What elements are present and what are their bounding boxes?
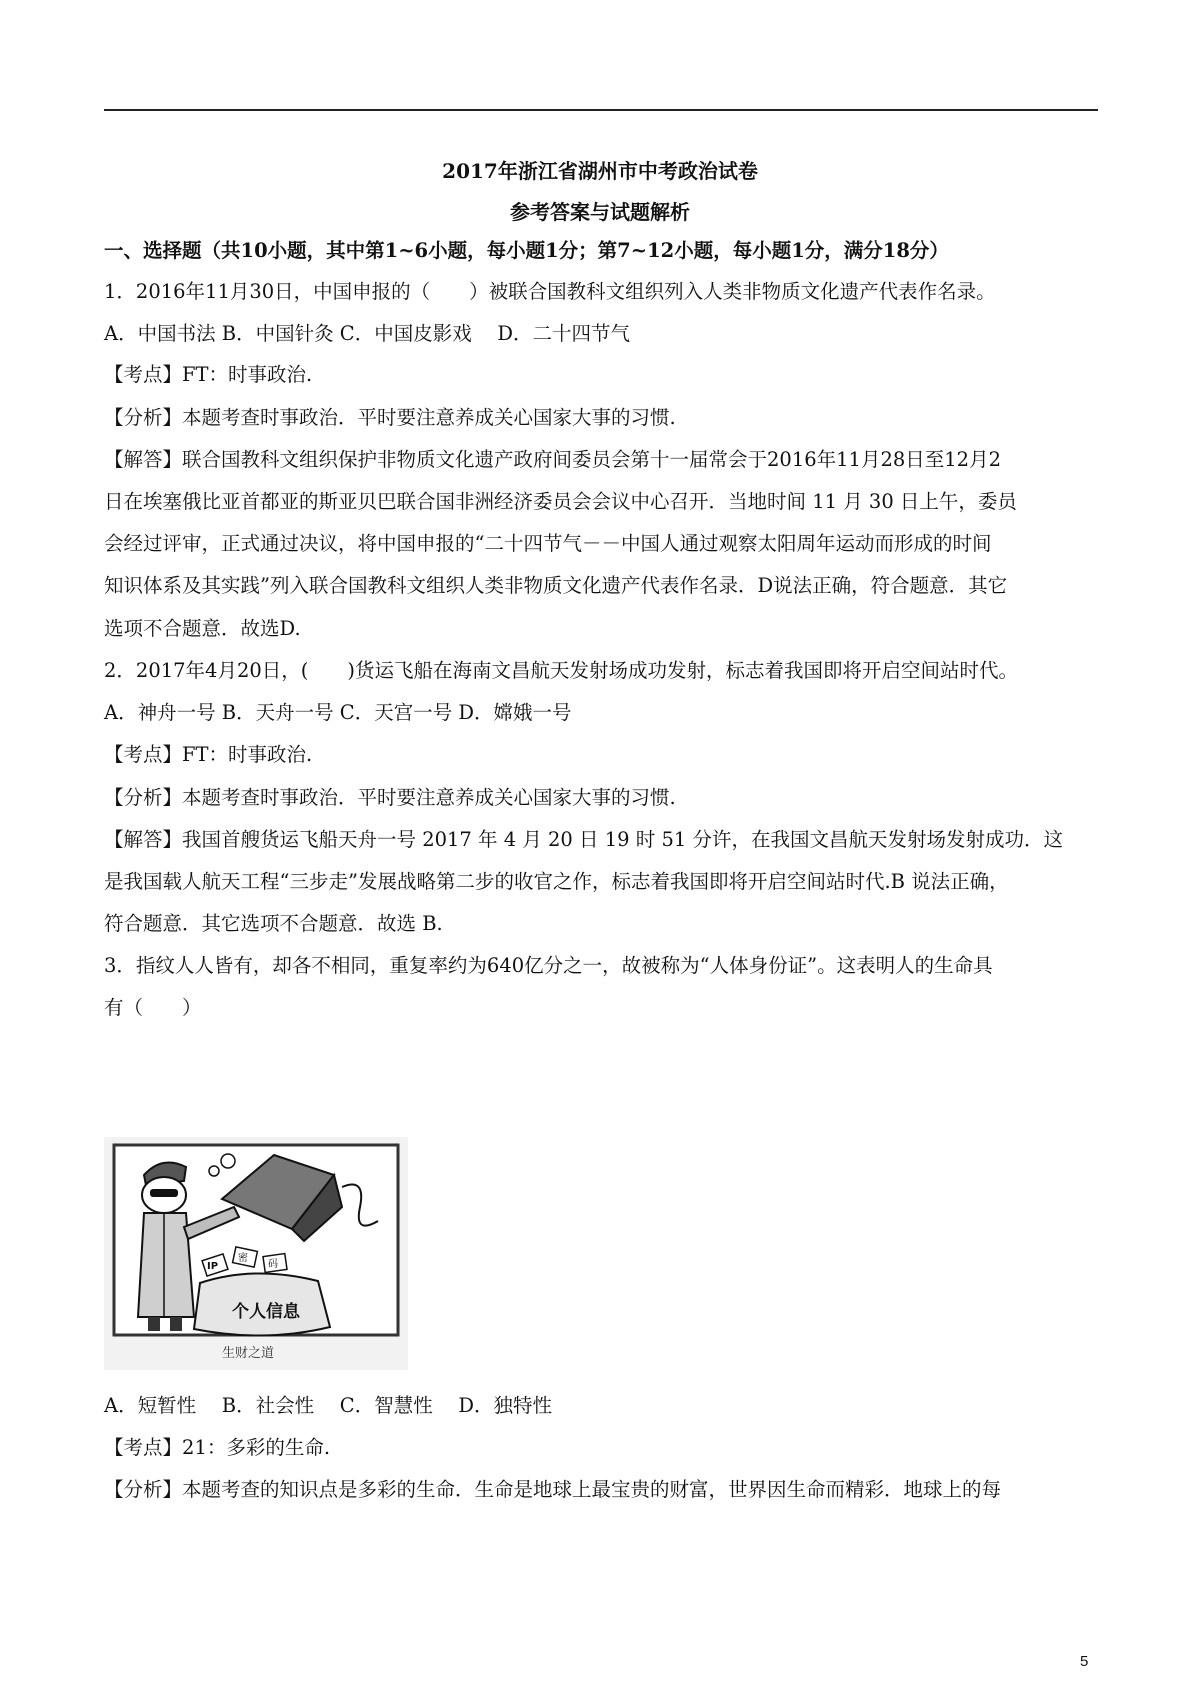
q3-options: A．短暂性 B．社会性 C．智慧性 D．独特性 [104, 1394, 553, 1417]
q3-stem-line: 有（ ） [104, 996, 202, 1019]
card-label: 密 [238, 1253, 248, 1264]
q1-jieda-line: 会经过评审，正式通过决议，将中国申报的“二十四节气－－中国人通过观察太阳周年运动而形成的时间 [104, 532, 992, 555]
q3-kaodian: 【考点】21：多彩的生命. [104, 1436, 331, 1459]
q1-options: A．中国书法 B．中国针灸 C．中国皮影戏 D．二十四节气 [104, 322, 631, 345]
q2-stem: 2．2017年4月20日，( )货运飞船在海南文昌航天发射场成功发射，标志着我国即将开启空间站时代。 [104, 659, 1018, 682]
document-subtitle: 参考答案与试题解析 [510, 200, 690, 224]
q2-kaodian: 【考点】FT：时事政治. [104, 743, 313, 766]
header-rule [104, 109, 1098, 111]
q2-jieda-line: 符合题意．其它选项不合题意．故选 B. [104, 912, 443, 935]
bag-label: 个人信息 [232, 1302, 300, 1322]
illustration-caption: 生财之道 [222, 1346, 275, 1361]
card-label: 码 [268, 1259, 278, 1270]
q2-jieda-line: 是我国载人航天工程“三步走”发展战略第二步的收官之作，标志着我国即将开启空间站时代.B 说法正确， [104, 870, 1009, 893]
card-label: IP [207, 1261, 219, 1272]
q3-fenxi: 【分析】本题考查的知识点是多彩的生命．生命是地球上最宝贵的财富，世界因生命而精彩．地球上的每 [104, 1478, 1002, 1501]
q2-jieda-line: 【解答】我国首艘货运飞船天舟一号 2017 年 4 月 20 日 19 时 51 分许，在我国文昌航天发射场发射成功．这 [104, 828, 1063, 851]
q1-stem: 1．2016年11月30日，中国申报的（ ）被联合国教科文组织列入人类非物质文化遗产代表作名录。 [104, 280, 996, 303]
document-title: 2017年浙江省湖州市中考政治试卷 [442, 159, 758, 183]
page-number: 5 [1080, 1653, 1089, 1670]
q1-kaodian: 【考点】FT：时事政治. [104, 363, 313, 386]
q1-fenxi: 【分析】本题考查时事政治．平时要注意养成关心国家大事的习惯. [104, 406, 676, 429]
q1-jieda-line: 【解答】联合国教科文组织保护非物质文化遗产政府间委员会第十一届常会于2016年11月28日至12月2 [104, 448, 1001, 471]
q1-jieda-line: 选项不合题意．故选D. [104, 617, 301, 640]
q3-stem-line: 3．指纹人人皆有，却各不相同，重复率约为640亿分之一，故被称为“人体身份证”。这表明人的生命具 [104, 954, 993, 977]
section-heading: 一、选择题（共10小题，其中第1~6小题，每小题1分；第7~12小题，每小题1分，满分18分） [104, 239, 949, 262]
q2-options: A．神舟一号 B．天舟一号 C．天宫一号 D．嫦娥一号 [104, 701, 572, 724]
cartoon-illustration [104, 1137, 408, 1370]
q1-jieda-line: 日在埃塞俄比亚首都亚的斯亚贝巴联合国非洲经济委员会会议中心召开．当地时间 11 月 30 日上午，委员 [104, 490, 1017, 513]
q2-fenxi: 【分析】本题考查时事政治．平时要注意养成关心国家大事的习惯. [104, 786, 676, 809]
q1-jieda-line: 知识体系及其实践”列入联合国教科文组织人类非物质文化遗产代表作名录．D说法正确，符合题意．其它 [104, 574, 1008, 597]
